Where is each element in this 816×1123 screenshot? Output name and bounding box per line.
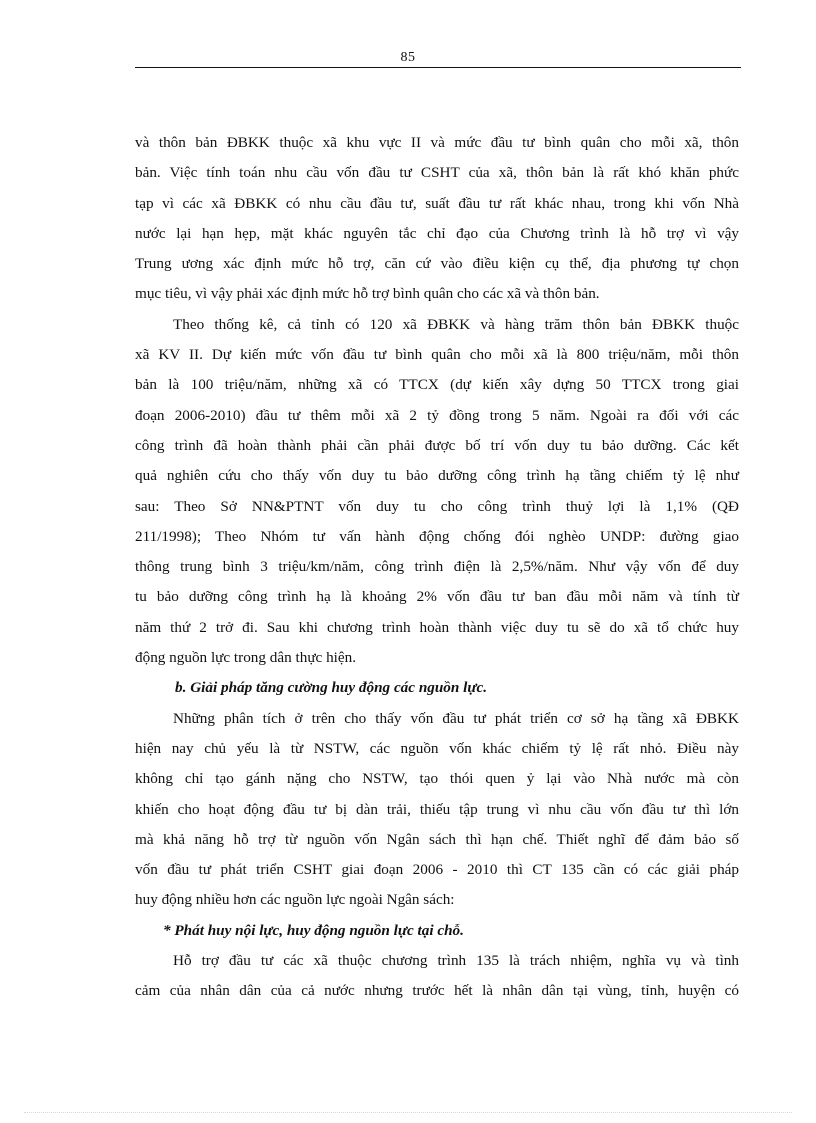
p3-line: mà khả năng hỗ trợ từ nguồn vốn Ngân sách thì hạn chế. Thiết nghĩ để đảm bảo số <box>135 830 739 848</box>
p3-line: hiện nay chủ yếu là từ NSTW, các nguồn vốn khác chiếm tỷ lệ rất nhỏ. Điều này <box>135 739 739 757</box>
header-rule <box>135 67 741 68</box>
p1-line: mục tiêu, vì vậy phải xác định mức hỗ trợ bình quân cho các xã và thôn bản. <box>135 285 600 303</box>
p3-line: khiến cho hoạt động đầu tư bị dàn trải, thiếu tập trung vì nhu cầu vốn đầu tư thì lớn <box>135 800 739 818</box>
page-number: 85 <box>400 50 416 65</box>
p2-line: động nguồn lực trong dân thực hiện. <box>135 649 357 667</box>
page-bottom-edge <box>24 1112 792 1113</box>
p2-line: đoạn 2006-2010) đầu tư thêm mỗi xã 2 tỷ đồng trong 5 năm. Ngoài ra đối với các <box>135 406 739 424</box>
paragraph-2 <box>135 310 739 674</box>
p2-line: công trình đã hoàn thành phải cần phải được bố trí vốn duy tu bảo dưỡng. Các kết <box>135 436 739 454</box>
p1-line: tạp vì các xã ĐBKK có nhu cầu đầu tư, suất đầu tư rất khác nhau, trong khi vốn Nhà <box>135 194 739 212</box>
p2-line: Theo thống kê, cả tỉnh có 120 xã ĐBKK và hàng trăm thôn bản ĐBKK thuộc <box>173 315 739 333</box>
p1-line: bản. Việc tính toán nhu cầu vốn đầu tư CSHT của xã, thôn bản là rất khó khăn phức <box>135 164 739 182</box>
p2-line: năm thứ 2 trở đi. Sau khi chương trình hoàn thành việc duy tu sẽ do xã tổ chức huy <box>135 618 739 636</box>
paragraph-3 <box>135 704 739 916</box>
p3-line: huy động nhiều hơn các nguồn lực ngoài Ngân sách: <box>135 891 455 909</box>
p4-line: cảm của nhân dân của cả nước nhưng trước hết là nhân dân tại vùng, tỉnh, huyện có <box>135 982 739 1000</box>
p2-line: thông trung bình 3 triệu/km/năm, công trình điện là 2,5%/năm. Như vậy vốn để duy <box>135 558 739 576</box>
p2-line: tu bảo dưỡng công trình hạ là khoảng 2% vốn đầu tư ban đầu mỗi năm và tính từ <box>135 588 739 606</box>
document-body <box>135 128 739 1007</box>
p3-line: không chỉ tạo gánh nặng cho NSTW, tạo thói quen ỷ lại vào Nhà nước mà còn <box>135 770 739 788</box>
p2-line: bản là 100 triệu/năm, những xã có TTCX (dự kiến xây dựng 50 TTCX trong giai <box>135 376 739 394</box>
p4-line: Hỗ trợ đầu tư các xã thuộc chương trình 135 là trách nhiệm, nghĩa vụ và tình <box>173 952 739 970</box>
p3-line: Những phân tích ở trên cho thấy vốn đầu tư phát triển cơ sở hạ tầng xã ĐBKK <box>173 709 739 727</box>
p1-line: Trung ương xác định mức hỗ trợ, căn cứ vào điều kiện cụ thể, địa phương tự chọn <box>135 255 739 273</box>
p2-line: xã KV II. Dự kiến mức vốn đầu tư bình quân cho mỗi xã là 800 triệu/năm, mỗi thôn <box>135 346 739 364</box>
paragraph-1 <box>135 128 739 310</box>
section-heading-b: b. Giải pháp tăng cường huy động các nguồn lực. <box>175 679 487 697</box>
subsection-heading-noi-luc: * Phát huy nội lực, huy động nguồn lực tại chỗ. <box>163 921 464 939</box>
p1-line: nước lại hạn hẹp, mặt khác nguyên tắc chỉ đạo của Chương trình là hỗ trợ vì vậy <box>135 224 739 242</box>
p2-line: sau: Theo Sở NN&PTNT vốn duy tu cho công trình thuỷ lợi là 1,1% (QĐ <box>135 497 739 515</box>
p2-line: 211/1998); Theo Nhóm tư vấn hành động chống đói nghèo UNDP: đường giao <box>135 527 739 545</box>
p2-line: quả nghiên cứu cho thấy vốn duy tu bảo dưỡng công trình hạ tầng chiếm tỷ lệ như <box>135 467 739 485</box>
p3-line: vốn đầu tư phát triển CSHT giai đoạn 2006 - 2010 thì CT 135 cần có các giải pháp <box>135 861 739 879</box>
p1-line: và thôn bản ĐBKK thuộc xã khu vực II và mức đầu tư bình quân cho mỗi xã, thôn <box>135 134 739 151</box>
paragraph-4 <box>135 946 739 1007</box>
